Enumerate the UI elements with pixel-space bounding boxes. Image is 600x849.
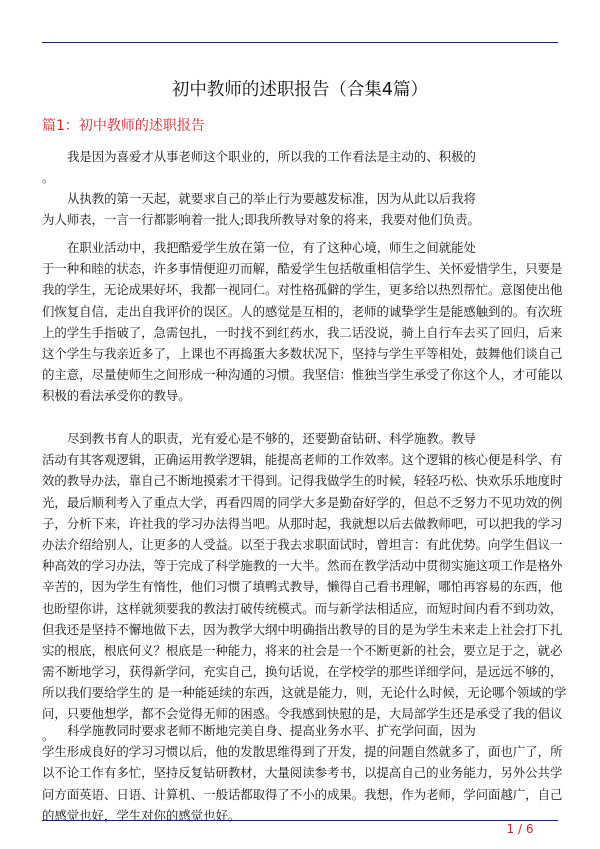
paragraph-line: 的主意，尽量使师生之间形成一种沟通的习惯。我坚信：惟独当学生承受了你这个人，才可能以 bbox=[42, 367, 563, 383]
paragraph-line: 上的学生手指破了，急需包扎，一时找不到红药水，我二话没说，骑上自行车去买了回归，后来 bbox=[42, 324, 563, 340]
paragraph-line: 积极的看法承受你的教导。 bbox=[42, 388, 191, 404]
paragraph-line: 以不论工作有多忙，坚持反复钻研教材，大量阅读参考书，以提高自己的业务能力，另外公共学 bbox=[42, 765, 563, 781]
paragraph bbox=[42, 146, 558, 188]
paragraph-line: 种高效的学习办法，等于完成了科学施教的一大半。然而在教学活动中贯彻实施这项工作是格外 bbox=[42, 558, 563, 574]
paragraph-line: 光，最后顺利考入了重点大学，再看四周的同学大多是勤奋好学的，但总不乏努力不见功效的例 bbox=[42, 494, 563, 510]
paragraph-line: 子，分析下来，许社我的学习办法得当吧。从那时起，我就想以后去做教师吧，可以把我的学习 bbox=[42, 515, 563, 531]
header-rule bbox=[42, 42, 558, 43]
paragraph bbox=[42, 720, 563, 826]
paragraph-line: 。 bbox=[42, 727, 55, 743]
paragraph-line: 需不断地学习，获得新学问，充实自己，换句话说，在学校学的那些详细学问，是远远不够的， bbox=[42, 664, 563, 680]
paragraph-line: 于一种和睦的状态，许多事情便迎刃而解，酷爱学生包括敬重相信学生、关怀爱惜学生，只要是 bbox=[42, 261, 563, 277]
paragraph-line: 也盼望你讲，这样就须要我的教法打破传统模式。而与新学法相适应，而短时间内看不到功效， bbox=[42, 600, 563, 616]
paragraph-line: 在职业活动中，我把酷爱学生放在第一位，有了这种心境，师生之间就能处 bbox=[67, 240, 476, 255]
paragraph-line: 从执教的第一天起，就要求自己的举止行为要越发标准，因为从此以后我将 bbox=[67, 191, 476, 206]
paragraph-line: 但我还是坚持不懈地做下去，因为教学大纲中明确指出教导的目的是为学生未来走上社会打下扎 bbox=[42, 621, 563, 637]
paragraph-line: 这个学生与我亲近多了，上课也不再捣蛋大多数状况下，坚持与学生平等相处，鼓舞他们谈自己 bbox=[42, 345, 563, 361]
paragraph-line: 问，只要他想学，都不会觉得无师的困惑。令我感到快慰的是，大局部学生还是承受了我的倡议 bbox=[42, 706, 563, 722]
paragraph-line: 我是因为喜爱才从事老师这个职业的，所以我的工作看法是主动的、积极的 bbox=[67, 149, 476, 164]
paragraph-line: 为人师表，一言一行都影响着一批人;即我所教导对象的将来，我要对他们负责。 bbox=[42, 212, 480, 228]
paragraph-line: 。 bbox=[42, 170, 55, 186]
paragraph-line: 学生形成良好的学习习惯以后，他的发散思维得到了开发，提的问题自然就多了，面也广了，所 bbox=[42, 744, 563, 760]
paragraph-line: 辛苦的，因为学生有惰性，他们习惯了填鸭式教导，懒得自己看书理解，哪怕再容易的东西，他 bbox=[42, 579, 563, 595]
paragraph-line: 问方面英语、日语、计算机、一般话都取得了不小的成果。我想，作为老师，学问面越广，自己 bbox=[42, 786, 563, 802]
paragraph-line: 活动有其客观逻辑，正确运用教学逻辑，能提高老师的工作效率。这个逻辑的核心便是科学、有 bbox=[42, 452, 563, 468]
paragraph-line: 们恢复自信，走出自我评价的误区。人的感觉是互相的，老师的诚挚学生是能感触到的。有次班 bbox=[42, 303, 563, 319]
paragraph-line: 我的学生，无论成果好坏，我都一视同仁。对性格孤僻的学生，更多给以热烈帮忙。意图使出他 bbox=[42, 282, 563, 298]
paragraph-line: 效的教导办法，靠自己不断地摸索才干得到。记得我做学生的时候，轻轻巧松、快欢乐乐地度时 bbox=[42, 473, 563, 489]
paragraph-line: 科学施教同时要求老师不断地完美自身、提高业务水平、扩充学问面，因为 bbox=[67, 723, 476, 738]
paragraph-line: 所以我们要给学生的 是一种能延续的东西，这就是能力，则，无论什么时候，无论哪个领域的学 bbox=[42, 685, 567, 701]
paragraph-line: 的感觉也好，学生对你的感觉也好。 bbox=[42, 807, 241, 823]
footer-rule bbox=[42, 820, 558, 821]
paragraph bbox=[42, 188, 558, 230]
page-title: 初中教师的述职报告（合集4篇） bbox=[171, 80, 429, 100]
paragraph bbox=[42, 428, 567, 746]
paragraph-line: 办法介绍给别人，让更多的人受益。以至于我去求职面试时，曾坦言：有此优势。向学生倡议一 bbox=[42, 536, 563, 552]
page-number: 1 / 6 bbox=[506, 822, 534, 836]
paragraph-line: 尽到教书育人的职责，光有爱心是不够的，还要勤奋钻研、科学施教。教导 bbox=[67, 431, 476, 446]
paragraph bbox=[42, 237, 563, 407]
section-heading: 篇1：初中教师的述职报告 bbox=[42, 118, 205, 134]
paragraph-line: 实的根底，根底何义？根底是一种能力，将来的社会是一个不断更新的社会，要立足于之，就必 bbox=[42, 642, 563, 658]
